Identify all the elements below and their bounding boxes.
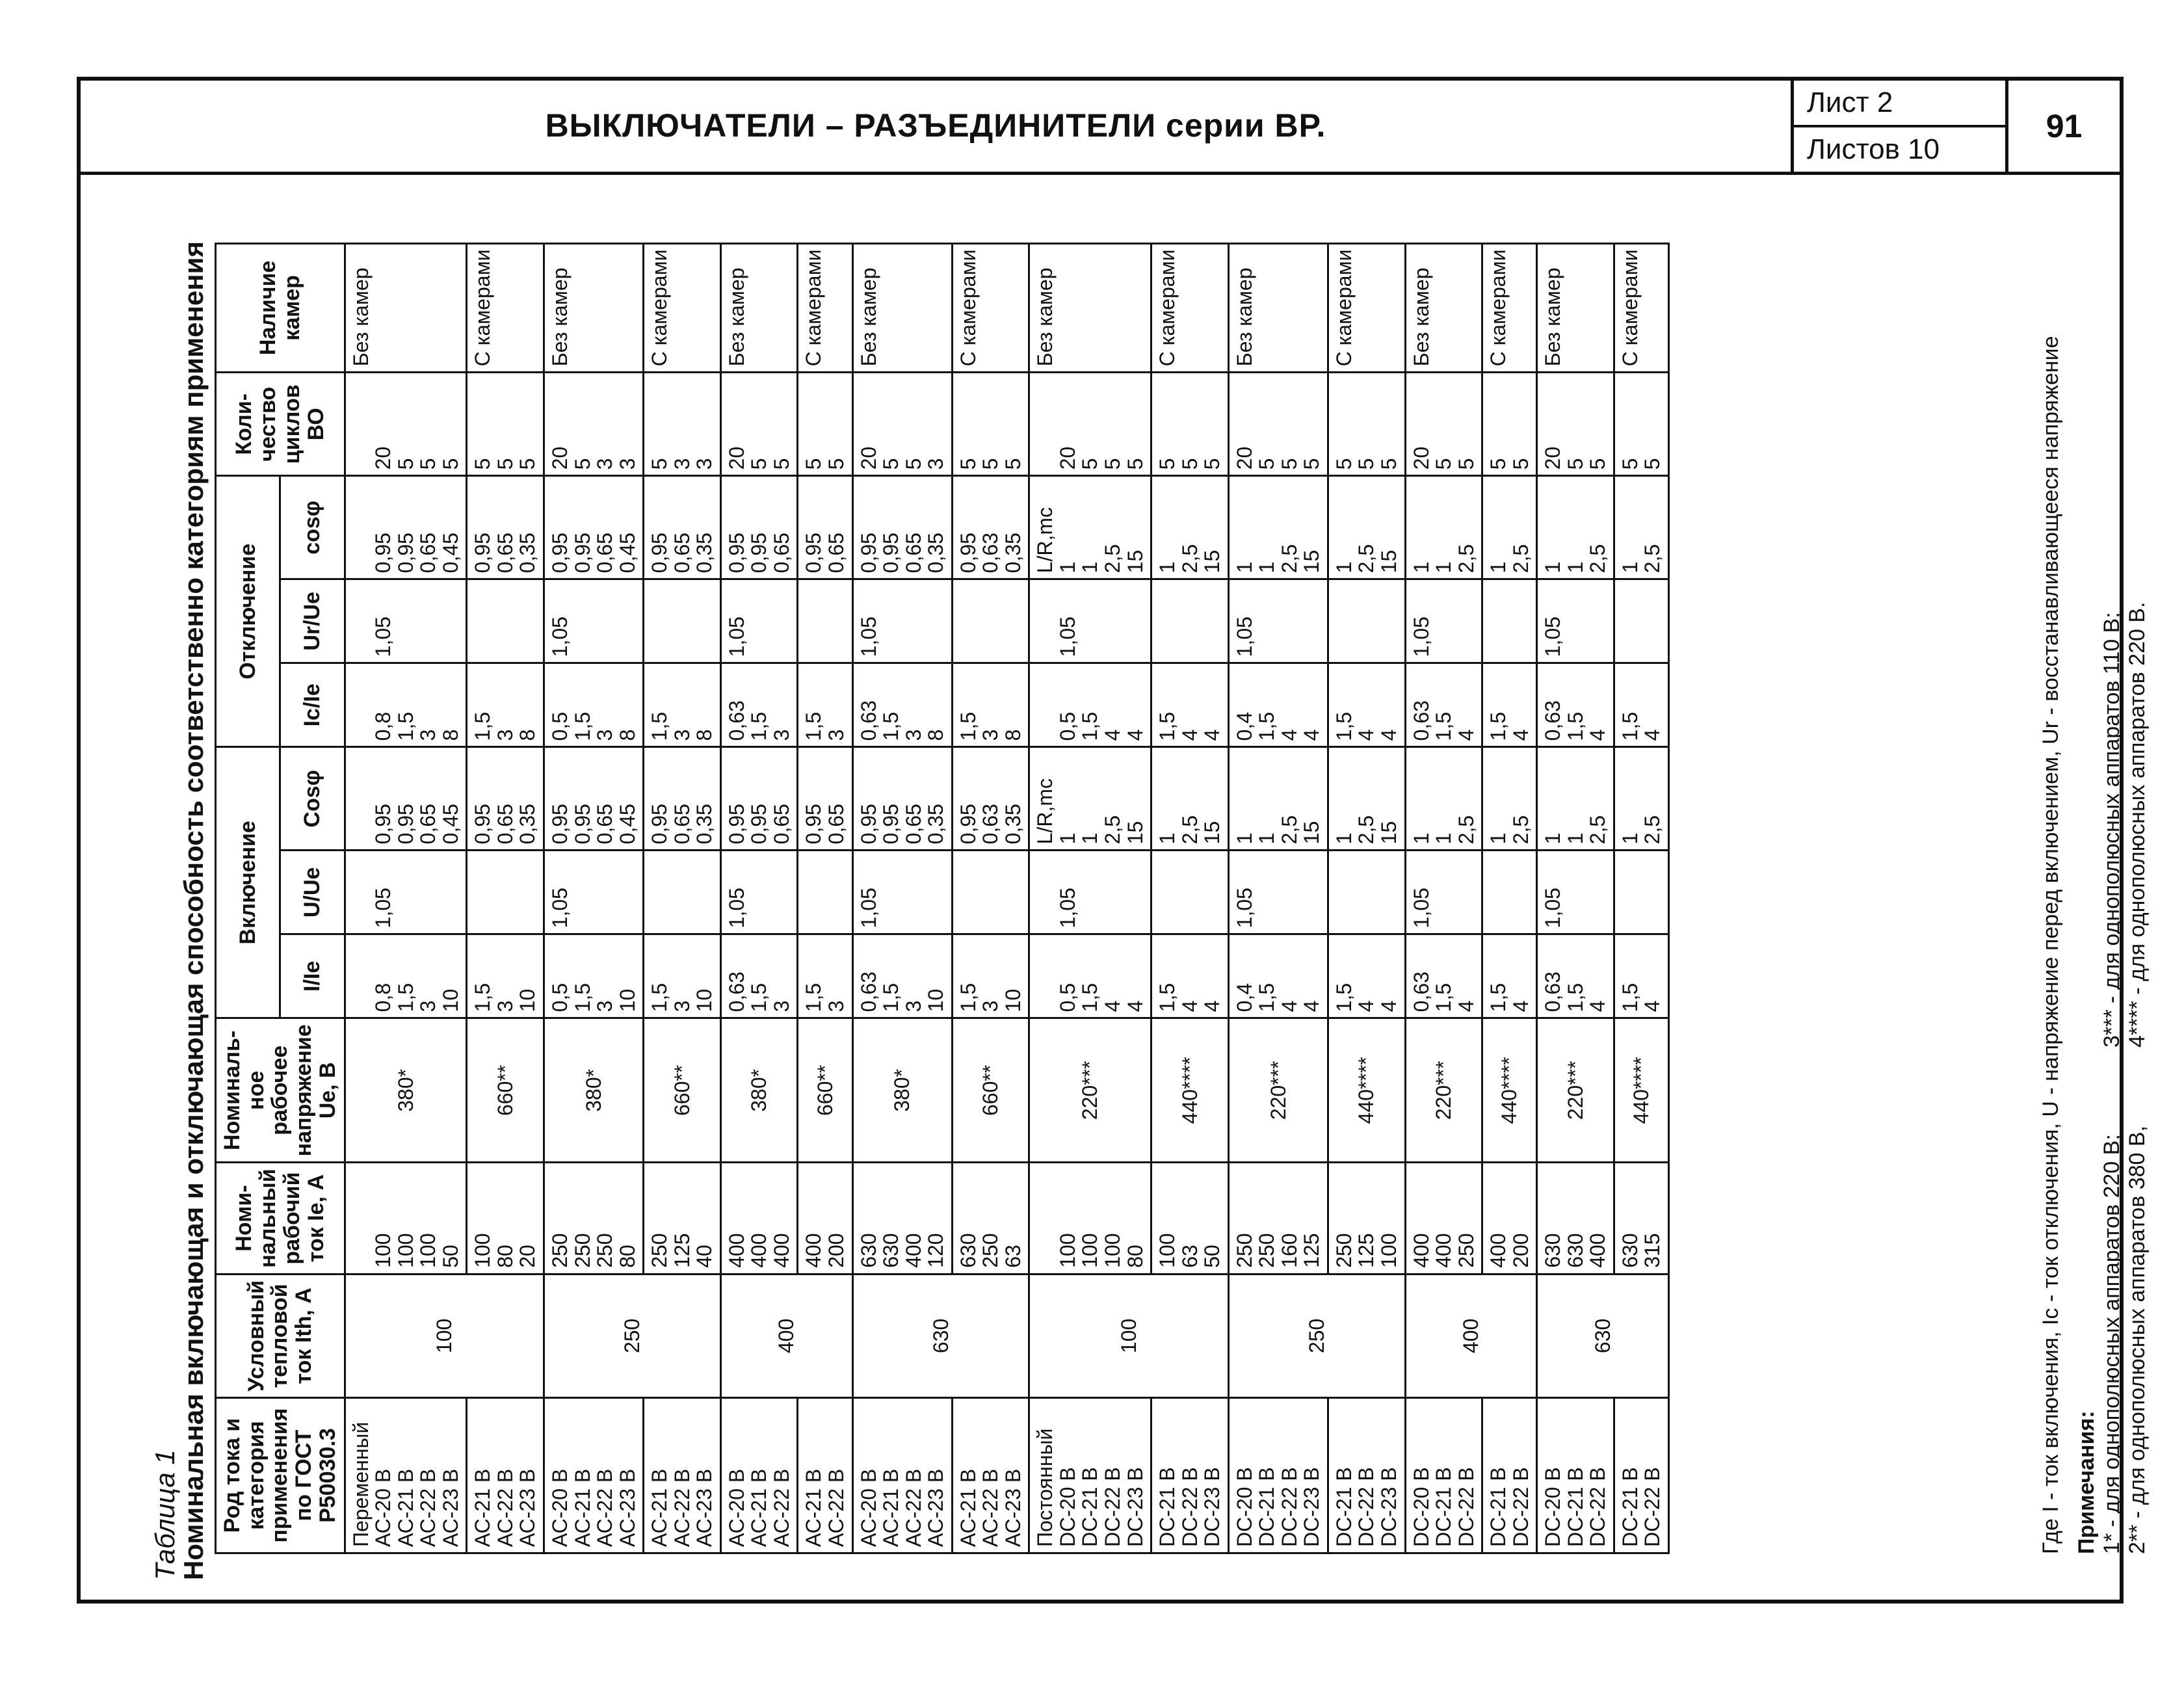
cell-cos-breaking: L/R,mc 1 1 2,5 15: [1029, 476, 1151, 579]
cell-ic-ie: 0,63 1,5 4: [1405, 663, 1482, 747]
cell-cycles: 20 5 5 5: [1029, 373, 1151, 476]
table-row: [852, 243, 952, 1553]
cell-u-ue: [644, 851, 721, 934]
legend-text: Где I - ток включения, Ic - ток отключения, U - напряжение перед включением, Ur - восстанавливающееся напряжение: [2038, 336, 2063, 1554]
sheet-number: Лист 2: [1794, 81, 2008, 127]
cell-cos-breaking: 0,95 0,95 0,65 0,45: [345, 476, 467, 579]
cell-ue: 380*: [544, 1018, 643, 1163]
cell-ur-ue: 1,05: [1405, 579, 1482, 663]
notes-columns: [2099, 124, 2150, 1554]
table-row: [345, 243, 467, 1553]
cell-cos-breaking: 1 2,5 15: [1151, 476, 1229, 579]
notes-title: Примечания:: [2074, 1410, 2099, 1554]
cell-ie: 100 63 50: [1151, 1163, 1229, 1274]
cell-cos-breaking: 1 2,5: [1614, 476, 1668, 579]
cell-ic-ie: 1,5 3 8: [952, 663, 1029, 747]
col-ith: Условный тепловой ток Ith, А: [216, 1274, 345, 1397]
cell-category: АС-21 В АС-22 В АС-23 В: [467, 1398, 544, 1553]
cell-chambers: Без камер: [1228, 243, 1328, 373]
table-row: [1405, 243, 1482, 1553]
cell-category: АС-21 В АС-22 В: [798, 1398, 852, 1553]
cell-cos-making: 1 2,5 15: [1151, 747, 1229, 851]
cell-cos-breaking: 1 1 2,5: [1537, 476, 1614, 579]
cell-category: АС-21 В АС-22 В АС-23 В: [644, 1398, 721, 1553]
cell-cos-making: 1 2,5 15: [1328, 747, 1405, 851]
table-row: [1537, 243, 1614, 1553]
cell-ic-ie: 1,5 3: [798, 663, 852, 747]
cell-cos-making: 0,95 0,95 0,65 0,45: [345, 747, 467, 851]
cell-ur-ue: [1614, 579, 1668, 663]
cell-category: DC-20 В DC-21 В DC-22 В: [1405, 1398, 1482, 1553]
page-number: 91: [2005, 81, 2120, 172]
cell-ic-ie: 0,63 1,5 4: [1537, 663, 1614, 747]
cell-u-ue: [952, 851, 1029, 934]
cell-ur-ue: [798, 579, 852, 663]
cell-chambers: С камерами: [1151, 243, 1229, 373]
cell-cos-making: 0,95 0,95 0,65 0,45: [544, 747, 643, 851]
col-i-ie: I/Ie: [280, 934, 345, 1018]
col-category: Род тока и категория применения по ГОСТ Р50030.3: [216, 1398, 345, 1553]
cell-cycles: 20 5 5 5: [345, 373, 467, 476]
cell-chambers: С камерами: [798, 243, 852, 373]
cell-chambers: С камерами: [1482, 243, 1537, 373]
cell-cos-making: 1 2,5: [1614, 747, 1668, 851]
cell-ur-ue: 1,05: [1537, 579, 1614, 663]
cell-ie: 630 630 400 120: [852, 1163, 952, 1274]
cell-i-ie: 1,5 4 4: [1151, 934, 1229, 1018]
col-cycles: Коли-чество циклов ВО: [216, 373, 345, 476]
cell-cycles: 5 5 5: [1328, 373, 1405, 476]
cell-cos-breaking: 1 1 2,5: [1405, 476, 1482, 579]
cell-category: DC-21 В DC-22 В DC-23 В: [1328, 1398, 1405, 1553]
cell-cos-breaking: 0,95 0,65 0,35: [467, 476, 544, 579]
cell-ur-ue: 1,05: [544, 579, 643, 663]
cell-ie: 400 200: [1482, 1163, 1537, 1274]
cell-ie: 100 80 20: [467, 1163, 544, 1274]
cell-chambers: Без камер: [1029, 243, 1151, 373]
cell-ie: 250 250 250 80: [544, 1163, 643, 1274]
note-1: 1* - для однополюсных аппаратов 220 В;: [2099, 1134, 2124, 1554]
cell-ur-ue: [952, 579, 1029, 663]
cell-u-ue: [1151, 851, 1229, 934]
notes: [2074, 124, 2150, 1554]
cell-ith: 400: [1405, 1274, 1537, 1397]
cell-ue: 380*: [852, 1018, 952, 1163]
cell-chambers: С камерами: [644, 243, 721, 373]
cell-u-ue: [1328, 851, 1405, 934]
cell-chambers: Без камер: [720, 243, 798, 373]
cell-u-ue: 1,05: [852, 851, 952, 934]
cell-cos-breaking: 1 2,5 15: [1328, 476, 1405, 579]
cell-cycles: 5 5 5: [1151, 373, 1229, 476]
cell-ic-ie: 0,5 1,5 4 4: [1029, 663, 1151, 747]
cell-cos-making: 1 1 2,5: [1405, 747, 1482, 851]
cell-ic-ie: 1,5 4 4: [1328, 663, 1405, 747]
cell-ue: 440****: [1482, 1018, 1537, 1163]
note-2: 2** - для однополюсных аппаратов 380 В,: [2125, 1126, 2150, 1554]
cell-i-ie: 1,5 3: [798, 934, 852, 1018]
cell-ie: 400 400 400: [720, 1163, 798, 1274]
cell-cos-making: 0,95 0,95 0,65 0,35: [852, 747, 952, 851]
cell-cos-making: 0,95 0,65: [798, 747, 852, 851]
cell-i-ie: 0,8 1,5 3 10: [345, 934, 467, 1018]
cell-ic-ie: 0,5 1,5 3 8: [544, 663, 643, 747]
cell-chambers: С камерами: [1614, 243, 1668, 373]
cell-ic-ie: 1,5 4: [1482, 663, 1537, 747]
cell-category: АС-20 В АС-21 В АС-22 В АС-23 В: [852, 1398, 952, 1553]
cell-u-ue: 1,05: [1537, 851, 1614, 934]
cell-u-ue: [1482, 851, 1537, 934]
cell-ue: 440****: [1328, 1018, 1405, 1163]
cell-ie: 400 400 250: [1405, 1163, 1482, 1274]
cell-category: АС-20 В АС-21 В АС-22 В: [720, 1398, 798, 1553]
notes-left: [2099, 1126, 2150, 1554]
cell-i-ie: 0,5 1,5 3 10: [544, 934, 643, 1018]
cell-ur-ue: 1,05: [720, 579, 798, 663]
cell-cycles: 5 5: [1482, 373, 1537, 476]
cell-ie: 100 100 100 50: [345, 1163, 467, 1274]
cell-ie: 630 630 400: [1537, 1163, 1614, 1274]
cell-u-ue: 1,05: [1029, 851, 1151, 934]
cell-i-ie: 1,5 4: [1614, 934, 1668, 1018]
table-body: [345, 243, 1668, 1553]
cell-ue: 440****: [1151, 1018, 1229, 1163]
cell-i-ie: 1,5 3 10: [644, 934, 721, 1018]
cell-ur-ue: 1,05: [1228, 579, 1328, 663]
cell-category: АС-21 В АС-22 В АС-23 В: [952, 1398, 1029, 1553]
cell-cos-making: L/R,mc 1 1 2,5 15: [1029, 747, 1151, 851]
cell-u-ue: 1,05: [1228, 851, 1328, 934]
cell-cos-making: 1 1 2,5 15: [1228, 747, 1328, 851]
cell-category: DC-21 В DC-22 В: [1482, 1398, 1537, 1553]
cell-chambers: Без камер: [852, 243, 952, 373]
cell-category: DC-20 В DC-21 В DC-22 В DC-23 В: [1228, 1398, 1328, 1553]
cell-cycles: 5 5: [798, 373, 852, 476]
cell-cycles: 5 5 5: [952, 373, 1029, 476]
cell-ie: 250 125 100: [1328, 1163, 1405, 1274]
table-row: [1228, 243, 1328, 1553]
cell-chambers: Без камер: [345, 243, 467, 373]
cell-cycles: 20 5 5: [720, 373, 798, 476]
cell-ur-ue: 1,05: [345, 579, 467, 663]
cell-cos-making: 0,95 0,63 0,35: [952, 747, 1029, 851]
col-ie: Номи-нальный рабочий ток Ie, А: [216, 1163, 345, 1274]
cell-cos-breaking: 0,95 0,65: [798, 476, 852, 579]
cell-ue: 220***: [1537, 1018, 1614, 1163]
cell-u-ue: 1,05: [345, 851, 467, 934]
cell-cycles: 20 5 5: [1537, 373, 1614, 476]
cell-i-ie: 0,63 1,5 4: [1537, 934, 1614, 1018]
cell-ic-ie: 0,63 1,5 3: [720, 663, 798, 747]
cell-ith: 100: [345, 1274, 544, 1397]
cell-ic-ie: 1,5 3 8: [644, 663, 721, 747]
cell-cycles: 20 5 5 5: [1228, 373, 1328, 476]
cell-cycles: 20 5 5: [1405, 373, 1482, 476]
cell-ie: 400 200: [798, 1163, 852, 1274]
cell-ur-ue: 1,05: [852, 579, 952, 663]
cell-ue: 660**: [798, 1018, 852, 1163]
col-making: Включение: [216, 747, 280, 1018]
cell-i-ie: 1,5 3 10: [467, 934, 544, 1018]
cell-ur-ue: 1,05: [1029, 579, 1151, 663]
cell-cos-making: 1 1 2,5: [1537, 747, 1614, 851]
col-ue: Номиналь-ное рабочее напряжение Ue, В: [216, 1018, 345, 1163]
cell-cos-breaking: 0,95 0,95 0,65 0,35: [852, 476, 952, 579]
cell-ic-ie: 0,8 1,5 3 8: [345, 663, 467, 747]
cell-ue: 660**: [467, 1018, 544, 1163]
cell-ue: 440****: [1614, 1018, 1668, 1163]
cell-ue: 660**: [644, 1018, 721, 1163]
cell-ith: 630: [852, 1274, 1029, 1397]
cell-ic-ie: 0,63 1,5 3 8: [852, 663, 952, 747]
table-row: [1029, 243, 1151, 1553]
cell-i-ie: 0,63 1,5 4: [1405, 934, 1482, 1018]
cell-cos-making: 1 2,5: [1482, 747, 1537, 851]
col-u-ue: U/Ue: [280, 851, 345, 934]
cell-ie: 630 315: [1614, 1163, 1668, 1274]
note-4: 4**** - для однополюсных аппаратов 220 В.: [2125, 601, 2150, 1048]
table-caption: Таблица 1: [150, 1449, 180, 1580]
cell-i-ie: 0,4 1,5 4 4: [1228, 934, 1328, 1018]
cell-chambers: С камерами: [467, 243, 544, 373]
table-row: [544, 243, 643, 1553]
cell-i-ie: 1,5 4 4: [1328, 934, 1405, 1018]
cell-chambers: Без камер: [1537, 243, 1614, 373]
cell-ur-ue: [1328, 579, 1405, 663]
cell-cycles: 5 5 5: [467, 373, 544, 476]
col-ur-ue: Ur/Ue: [280, 579, 345, 663]
cell-u-ue: 1,05: [1405, 851, 1482, 934]
cell-ic-ie: 1,5 3 8: [467, 663, 544, 747]
cell-u-ue: [1614, 851, 1668, 934]
cell-ith: 100: [1029, 1274, 1228, 1397]
cell-chambers: Без камер: [544, 243, 643, 373]
cell-ie: 630 250 63: [952, 1163, 1029, 1274]
cell-cos-breaking: 0,95 0,63 0,35: [952, 476, 1029, 579]
col-breaking: Отключение: [216, 476, 280, 747]
col-cos-making: Cosφ: [280, 747, 345, 851]
cell-cycles: 5 3 3: [644, 373, 721, 476]
cell-ith: 630: [1537, 1274, 1669, 1397]
cell-i-ie: 1,5 3 10: [952, 934, 1029, 1018]
cell-chambers: С камерами: [1328, 243, 1405, 373]
cell-cos-breaking: 0,95 0,65 0,35: [644, 476, 721, 579]
cell-chambers: Без камер: [1405, 243, 1482, 373]
cell-cos-breaking: 0,95 0,95 0,65 0,45: [544, 476, 643, 579]
cell-ur-ue: [1482, 579, 1537, 663]
cell-ith: 250: [544, 1274, 720, 1397]
cell-ue: 380*: [720, 1018, 798, 1163]
header-row-1: [216, 243, 280, 1553]
cell-ie: 100 100 100 80: [1029, 1163, 1151, 1274]
cell-category: Постоянный DC-20 В DC-21 В DC-22 В DC-23 В: [1029, 1398, 1151, 1553]
cell-category: Переменный АС-20 В АС-21 В АС-22 В АС-23 В: [345, 1398, 467, 1553]
table-row: [720, 243, 798, 1553]
rotated-table-region: [150, 130, 2165, 1580]
cell-i-ie: 0,5 1,5 4 4: [1029, 934, 1151, 1018]
cell-cos-making: 0,95 0,95 0,65: [720, 747, 798, 851]
table-heading: Номинальная включающая и отключающая способность соответственно категориям применения: [178, 241, 209, 1580]
cell-category: DC-21 В DC-22 В: [1614, 1398, 1668, 1553]
cell-chambers: С камерами: [952, 243, 1029, 373]
cell-u-ue: 1,05: [720, 851, 798, 934]
cell-ue: 660**: [952, 1018, 1029, 1163]
ratings-table: [215, 243, 1670, 1554]
cell-ie: 250 125 40: [644, 1163, 721, 1274]
cell-category: DC-20 В DC-21 В DC-22 В: [1537, 1398, 1614, 1553]
cell-ur-ue: [1151, 579, 1229, 663]
cell-u-ue: [798, 851, 852, 934]
cell-ith: 250: [1228, 1274, 1405, 1397]
cell-cycles: 20 5 5 3: [852, 373, 952, 476]
document-title: ВЫКЛЮЧАТЕЛИ – РАЗЪЕДИНИТЕЛИ серии ВР.: [545, 107, 1326, 144]
cell-category: DC-21 В DC-22 В DC-23 В: [1151, 1398, 1229, 1553]
cell-ue: 380*: [345, 1018, 467, 1163]
col-chambers: Наличие камер: [216, 243, 345, 373]
note-3: 3*** - для однополюсных аппаратов 110 В;: [2099, 612, 2124, 1048]
cell-ur-ue: [644, 579, 721, 663]
cell-u-ue: 1,05: [544, 851, 643, 934]
cell-ic-ie: 1,5 4: [1614, 663, 1668, 747]
cell-i-ie: 1,5 4: [1482, 934, 1537, 1018]
cell-ie: 250 250 160 125: [1228, 1163, 1328, 1274]
cell-ic-ie: 1,5 4 4: [1151, 663, 1229, 747]
cell-cos-making: 0,95 0,65 0,35: [644, 747, 721, 851]
cell-cos-breaking: 0,95 0,95 0,65: [720, 476, 798, 579]
cell-cycles: 20 5 3 3: [544, 373, 643, 476]
cell-cos-making: 0,95 0,65 0,35: [467, 747, 544, 851]
cell-i-ie: 0,63 1,5 3 10: [852, 934, 952, 1018]
sheet-count: Листов 10: [1807, 133, 1940, 165]
cell-i-ie: 0,63 1,5 3: [720, 934, 798, 1018]
cell-ic-ie: 0,4 1,5 4 4: [1228, 663, 1328, 747]
cell-ue: 220***: [1405, 1018, 1482, 1163]
col-ic-ie: Ic/Ie: [280, 663, 345, 747]
cell-ith: 400: [720, 1274, 852, 1397]
cell-category: АС-20 В АС-21 В АС-22 В АС-23 В: [544, 1398, 643, 1553]
cell-u-ue: [467, 851, 544, 934]
cell-ur-ue: [467, 579, 544, 663]
cell-cos-breaking: 1 2,5: [1482, 476, 1537, 579]
notes-right: [2099, 602, 2150, 1048]
cell-ue: 220***: [1029, 1018, 1151, 1163]
cell-cos-breaking: 1 1 2,5 15: [1228, 476, 1328, 579]
cell-ue: 220***: [1228, 1018, 1328, 1163]
col-cos-breaking: cosφ: [280, 476, 345, 579]
cell-cycles: 5 5: [1614, 373, 1668, 476]
